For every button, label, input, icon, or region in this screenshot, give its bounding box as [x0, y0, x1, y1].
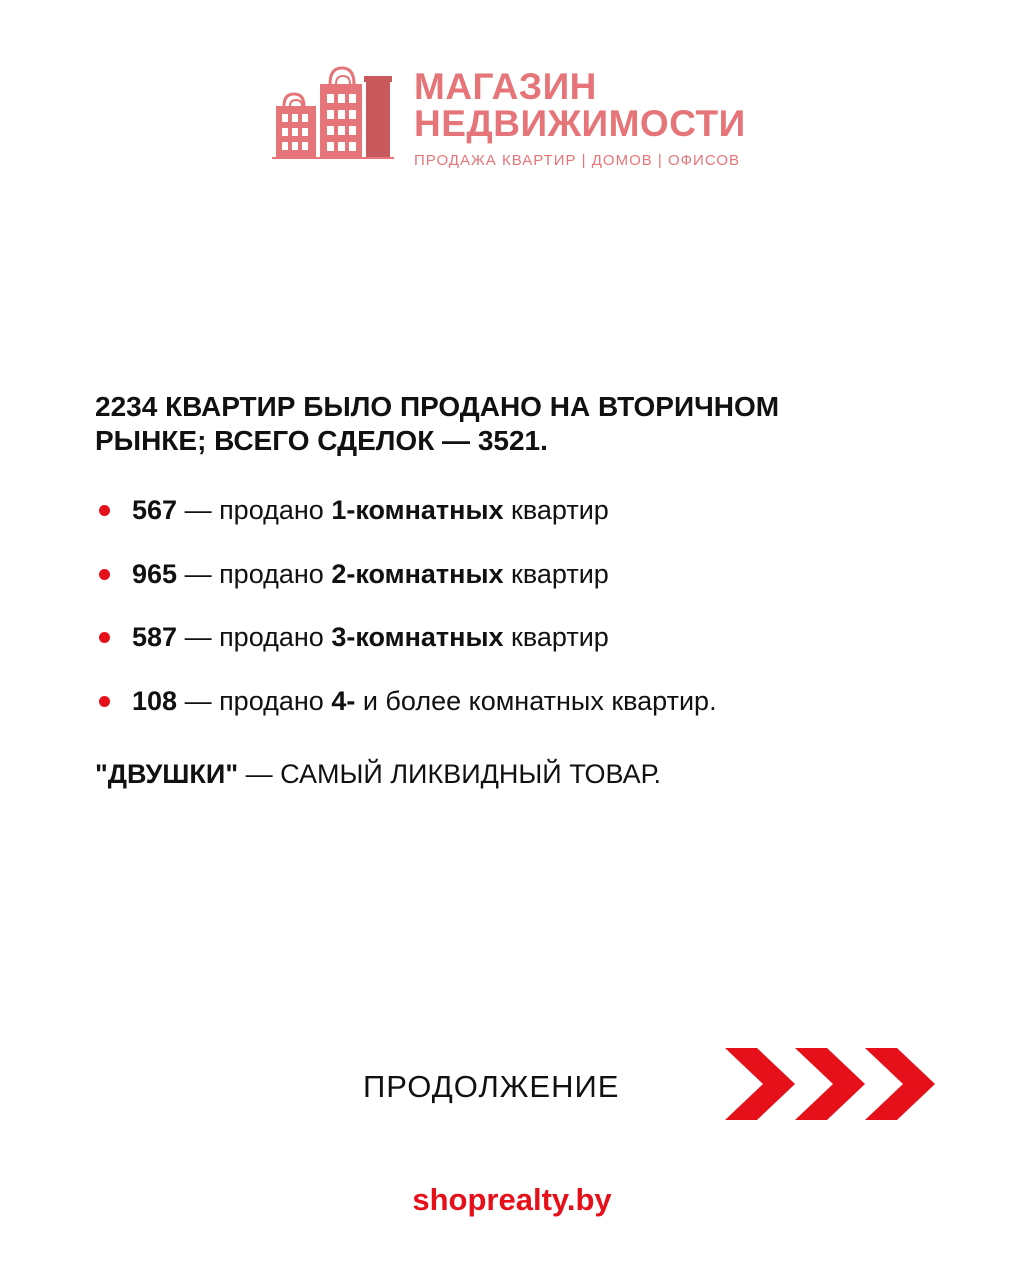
bullet-dot-icon [99, 632, 110, 643]
bullet-dot-icon [99, 505, 110, 516]
conclusion [95, 757, 661, 791]
brand-name-line-2: НЕДВИЖИМОСТИ [414, 103, 746, 144]
item-number: 108 [132, 686, 178, 716]
item-number: 567 [132, 495, 178, 525]
item-rooms: 2-комнатных [331, 559, 504, 589]
item-rooms: 1-комнатных [331, 495, 504, 525]
conclusion-text: — САМЫЙ ЛИКВИДНЫЙ ТОВАР. [238, 759, 662, 789]
item-rooms: 4- [331, 686, 356, 716]
item-number: 965 [132, 559, 178, 589]
buildings-shopping-bags-icon [272, 62, 396, 162]
headline-line-2: РЫНКЕ; ВСЕГО СДЕЛОК — 3521. [95, 425, 548, 456]
list-item [95, 620, 955, 654]
item-tail: и более комнатных квартир. [355, 686, 717, 716]
item-tail: квартир [503, 622, 609, 652]
bullet-dot-icon [99, 569, 110, 580]
list-item [95, 557, 955, 591]
item-tail: квартир [503, 495, 609, 525]
brand-name-line-1: МАГАЗИН [414, 66, 597, 107]
item-tail: квартир [503, 559, 609, 589]
item-text: — продано [177, 559, 332, 589]
item-text: — продано [177, 686, 332, 716]
item-number: 587 [132, 622, 178, 652]
triple-chevron-right-icon[interactable] [725, 1048, 955, 1120]
item-rooms: 3-комнатных [331, 622, 504, 652]
brand-tagline: ПРОДАЖА КВАРТИР | ДОМОВ | ОФИСОВ [414, 152, 740, 169]
logo [272, 62, 762, 168]
headline [95, 390, 955, 458]
bullet-dot-icon [99, 696, 110, 707]
list-item [95, 493, 955, 527]
website-link[interactable]: shoprealty.by [412, 1182, 612, 1217]
logo-text [414, 68, 746, 169]
list-item [95, 684, 955, 718]
continue-label[interactable]: ПРОДОЛЖЕНИЕ [363, 1069, 620, 1104]
item-text: — продано [177, 622, 332, 652]
item-text: — продано [177, 495, 332, 525]
conclusion-bold: "ДВУШКИ" [95, 759, 239, 789]
headline-line-1: 2234 КВАРТИР БЫЛО ПРОДАНО НА ВТОРИЧНОМ [95, 391, 780, 422]
